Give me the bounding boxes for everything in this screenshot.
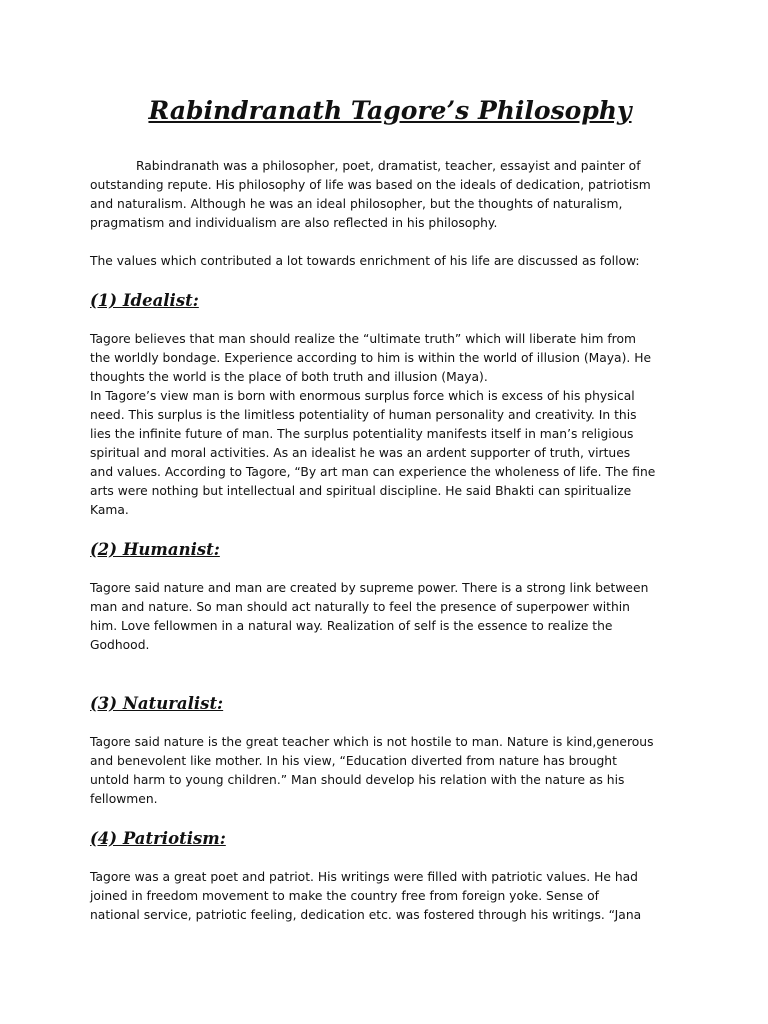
section-patriotism — [90, 828, 690, 925]
section-body-naturalist: Tagore said nature is the great teacher which is not hostile to man. Nature is kind,generous and benevolent like mother. In his view, “Education diverted from nature has brought untold harm to young children.” Man should develop his relation with the nature as his fellowmen. — [90, 735, 654, 806]
section-heading-naturalist: (3) Naturalist: — [90, 694, 224, 713]
section-idealist — [90, 290, 690, 520]
intro-paragraph: Rabindranath was a philosopher, poet, dramatist, teacher, essayist and painter of outstanding repute. His philosophy of life was based on the ideals of dedication, patriotism and naturalism. Although he was an ideal philosopher, but the thoughts of naturalism, pragmatism and individualism are also reflected in his philosophy. — [90, 159, 651, 230]
section-heading-humanist: (2) Humanist: — [90, 540, 220, 559]
section-body-patriotism: Tagore was a great poet and patriot. His writings were filled with patriotic values. He had joined in freedom movement to make the country free from foreign yoke. Sense of national service, patriotic feeling, dedication etc. was fostered through his writings. “Jana — [90, 870, 642, 922]
section-body-humanist: Tagore said nature and man are created by supreme power. There is a strong link between man and nature. So man should act naturally to feel the presence of superpower within him. Love fellowmen in a natural way. Realization of self is the essence to realize the Godhood. — [90, 581, 649, 652]
section-heading-idealist: (1) Idealist: — [90, 291, 199, 310]
values-intro-paragraph: The values which contributed a lot towards enrichment of his life are discussed as follow: — [90, 254, 640, 268]
section-naturalist — [90, 693, 690, 809]
document-title: Rabindranath Tagore’s Philosophy — [148, 96, 632, 125]
section-body-idealist: Tagore believes that man should realize the “ultimate truth” which will liberate him from the worldly bondage. Experience according to him is within the world of illusion (Maya). He thoughts the world is the place of both truth and illusion (Maya). In Tagore’s view man is born with enormous surplus force which is excess of his physical need. This surplus is the limitless potentiality of human personality and creativity. In this lies the infinite future of man. The surplus potentiality manifests itself in man’s religious spiritual and moral activities. As an idealist he was an ardent supporter of truth, virtues and values. According to Tagore, “By art man can experience the wholeness of life. The fine arts were nothing but intellectual and spiritual discipline. He said Bhakti can spiritualize Kama. — [90, 332, 656, 517]
section-heading-patriotism: (4) Patriotism: — [90, 829, 226, 848]
section-humanist — [90, 539, 690, 655]
document-page — [90, 94, 690, 925]
